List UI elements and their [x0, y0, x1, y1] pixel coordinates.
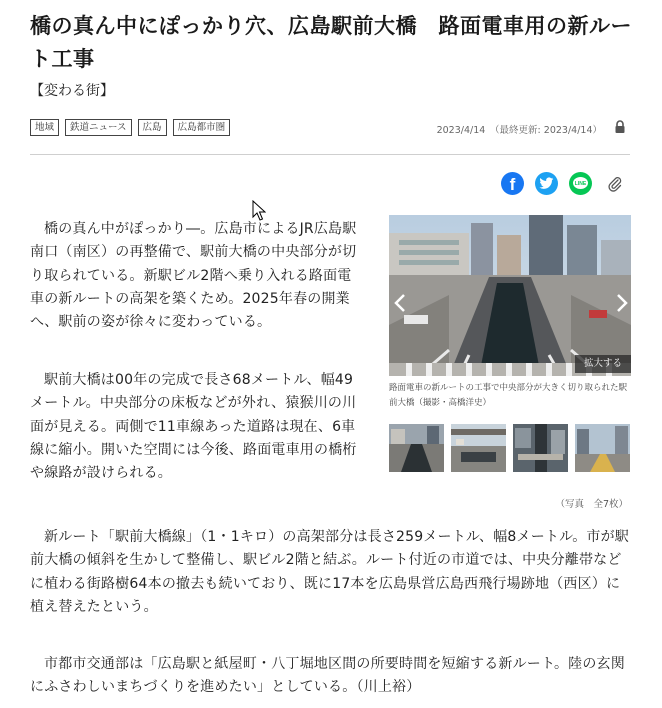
publish-dates: 2023/4/14 （最終更新: 2023/4/14） — [436, 125, 602, 136]
line-share-button[interactable] — [569, 172, 592, 195]
thumbnail-4[interactable] — [575, 424, 630, 472]
zoom-button[interactable]: 拡大する — [575, 355, 631, 373]
tag-chiiki[interactable]: 地域 — [30, 119, 59, 136]
chevron-right-icon[interactable] — [615, 293, 629, 313]
tag-railway-news[interactable]: 鉄道ニュース — [65, 119, 132, 136]
photo-caption: 路面電車の新ルートの工事で中央部分が大きく切り取られた駅前大橋（撮影・高橋洋史） — [389, 383, 628, 408]
chevron-left-icon[interactable] — [393, 293, 407, 313]
article-paragraph-1: 橋の真ん中がぽっかり―。広島市によるJR広島駅南口（南区）の再整備で、駅前大橋の中央部分が切り取られている。新駅ビル2階へ乗り入れる路面電車の新ルートの高架を築くため。2025年春の開業へ、駅前の姿が徐々に変わっている。 — [30, 221, 357, 331]
bridge-construction-photo — [389, 215, 631, 376]
tag-list — [30, 119, 230, 136]
tag-hiroshima-metro[interactable]: 広島都市圏 — [173, 119, 231, 136]
tag-hiroshima[interactable]: 広島 — [138, 119, 167, 136]
header-divider — [30, 154, 630, 155]
thumbnail-2[interactable] — [451, 424, 506, 472]
thumbnail-strip — [389, 424, 630, 472]
twitter-icon — [539, 177, 554, 190]
link-icon — [607, 176, 623, 192]
line-icon — [569, 172, 592, 195]
facebook-icon — [501, 172, 524, 195]
twitter-share-button[interactable] — [535, 172, 558, 195]
article-paragraph-2: 駅前大橋は00年の完成で長さ68メートル、幅49メートル。中央部分の床板などが外れ、猿猴川の川面が見える。両側で11車線あった道路は現在、6車線に縮小。開いた空間には今後、路面電車用の橋桁や線路が設けられる。 — [30, 372, 357, 482]
thumbnail-1[interactable] — [389, 424, 444, 472]
photo-count[interactable]: （写真 全7枚） — [555, 499, 628, 510]
lock-icon — [614, 120, 626, 134]
article-paragraph-4: 市都市交通部は「広島駅と紙屋町・八丁堀地区間の所要時間を短縮する新ルート。陸の玄関にふさわしいまちづくりを進めたい」としている。（川上裕） — [30, 656, 625, 696]
copy-link-button[interactable] — [603, 172, 626, 195]
main-photo[interactable] — [389, 215, 631, 376]
svg-text:f: f — [509, 175, 516, 194]
thumbnail-3[interactable] — [513, 424, 568, 472]
article-paragraph-3: 新ルート「駅前大橋線」（1・1キロ）の高架部分は長さ259メートル、幅8メートル。市が駅前大橋の傾斜を生かして整備し、駅ビル2階と結ぶ。ルート付近の市道では、中央分離帯などに植わる街路樹64本の撤去も続いており、既に17本を広島県営広島西飛行場跡地（西区）に植え替えたという。 — [30, 529, 630, 615]
article-title: 橋の真ん中にぽっかり穴、広島駅前大橋 路面電車用の新ルート工事 — [30, 14, 632, 71]
svg-text:LINE: LINE — [574, 181, 587, 187]
series-label[interactable]: 【変わる街】 — [30, 83, 114, 99]
facebook-share-button[interactable] — [501, 172, 524, 195]
share-buttons — [501, 172, 626, 195]
